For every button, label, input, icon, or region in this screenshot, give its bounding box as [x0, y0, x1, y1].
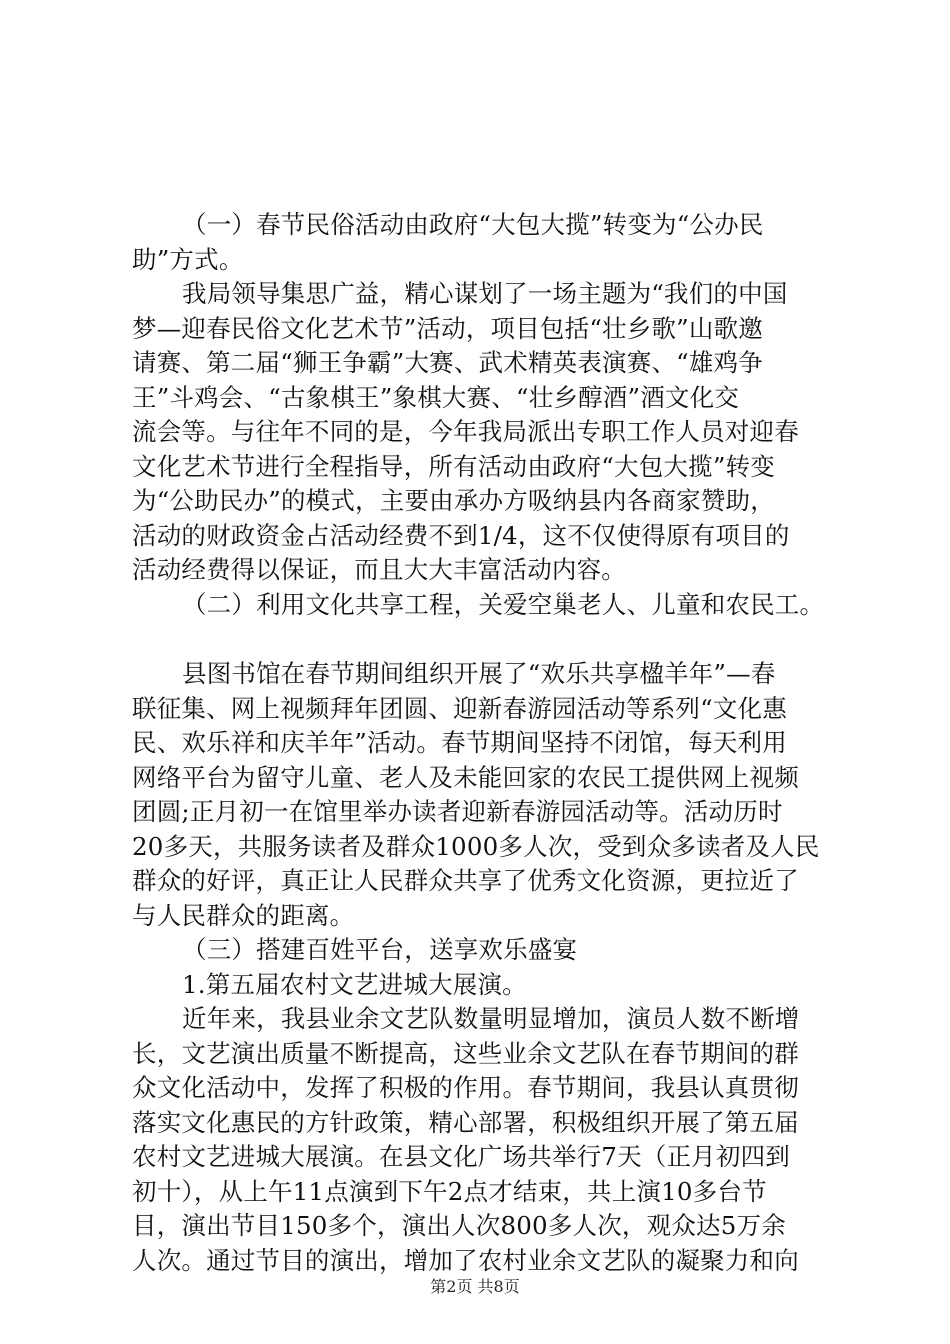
text-line: 梦—迎春民俗文化艺术节”活动，项目包括“壮乡歌”山歌邀 [132, 314, 763, 343]
text-line: 我局领导集思广益，精心谋划了一场主题为“我们的中国 [182, 279, 788, 308]
text-line: 团圆;正月初一在馆里举办读者迎新春游园活动等。活动历时 [132, 797, 783, 826]
section-heading: （三）搭建百姓平台，送享欢乐盛宴 [182, 935, 578, 964]
text-line: 活动经费得以保证，而且大大丰富活动内容。 [132, 555, 626, 584]
text-line: 群众的好评，真正让人民群众共享了优秀文化资源，更拉近了 [132, 866, 799, 895]
text-line: 长，文艺演出质量不断提高，这些业余文艺队在春节期间的群 [132, 1039, 799, 1068]
text-line: 文化艺术节进行全程指导，所有活动由政府“大包大揽”转变 [132, 452, 775, 481]
text-line: 网络平台为留守儿童、老人及未能回家的农民工提供网上视频 [132, 763, 799, 792]
page-number-label: 第2页 共8页 [430, 1277, 520, 1296]
text-line: 20多天，共服务读者及群众1000多人次，受到众多读者及人民 [132, 832, 820, 861]
text-line: 农村文艺进城大展演。在县文化广场共举行7天（正月初四到 [132, 1142, 790, 1171]
text-line: 与人民群众的距离。 [132, 901, 355, 930]
text-line: 为“公助民办”的模式，主要由承办方吸纳县内各商家赞助， [132, 486, 775, 515]
text-line: 联征集、网上视频拜年团圆、迎新春游园活动等系列“文化惠 [132, 694, 787, 723]
text-line: （一）春节民俗活动由政府“大包大揽”转变为“公办民 [182, 210, 764, 239]
subsection-heading: 1.第五届农村文艺进城大展演。 [182, 970, 527, 999]
page-footer [0, 1276, 950, 1298]
text-line: 人次。通过节目的演出，增加了农村业余文艺队的凝聚力和向 [132, 1246, 799, 1275]
text-line: 初十），从上午11点演到下午2点才结束，共上演10多台节 [132, 1177, 767, 1206]
text-line: 目，演出节目150多个，演出人次800多人次，观众达5万余 [132, 1211, 786, 1240]
text-line: 活动的财政资金占活动经费不到1/4，这不仅使得原有项目的 [132, 521, 790, 550]
section-heading: （二）利用文化共享工程，关爱空巢老人、儿童和农民工。 [182, 590, 825, 619]
text-line: 王”斗鸡会、“古象棋王”象棋大赛、“壮乡醇酒”酒文化交 [132, 383, 740, 412]
text-line: 县图书馆在春节期间组织开展了“欢乐共享楹羊年”—春 [182, 659, 776, 688]
text-line: 众文化活动中，发挥了积极的作用。春节期间，我县认真贯彻 [132, 1073, 799, 1102]
text-line: 助”方式。 [132, 245, 244, 274]
text-line: 近年来，我县业余文艺队数量明显增加，演员人数不断增 [182, 1004, 800, 1033]
text-line: 落实文化惠民的方针政策，精心部署，积极组织开展了第五届 [132, 1108, 799, 1137]
text-line: 请赛、第二届“狮王争霸”大赛、武术精英表演赛、“雄鸡争 [132, 348, 763, 377]
text-line: 流会等。与往年不同的是，今年我局派出专职工作人员对迎春 [132, 417, 799, 446]
text-line: 民、欢乐祥和庆羊年”活动。春节期间坚持不闭馆，每天利用 [132, 728, 787, 757]
